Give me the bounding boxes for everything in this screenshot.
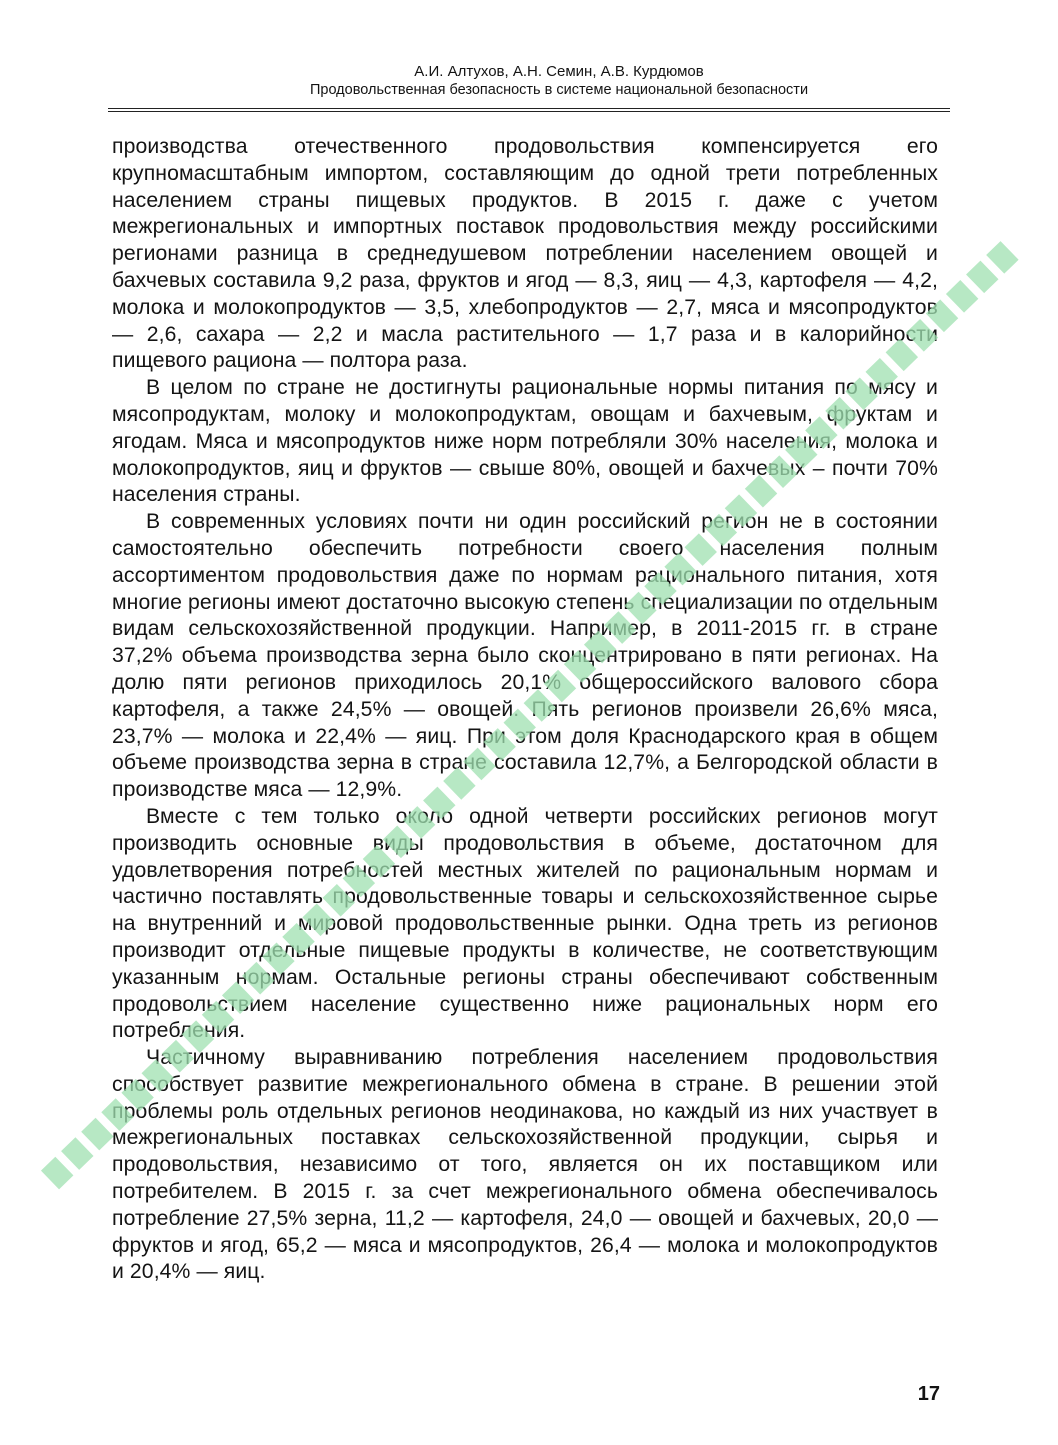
paragraph: Частичному выравниванию потребления населением продовольствия способствует развитие межрегионального обмена в стране. В решении этой проблемы роль отдельных регионов неодинакова, но каждый из них участвует в межрегиональных поставках сельскохозяйственной продукции, сырья и продовольствия, независимо от того, является он их поставщиком или потребителем. В 2015 г. за счет межрегионального обмена обеспечивалось потребление 27,5% зерна, 11,2 — картофеля, 24,0 — овощей и бахчевых, 20,0 — фруктов и ягод, 65,2 — мяса и мясопродуктов, 26,4 — молока и молокопродуктов и 20,4% — яиц.: [112, 1046, 938, 1284]
body-text: [112, 134, 938, 1286]
paragraph: В целом по стране не достигнуты рациональные нормы питания по мясу и мясопродуктам, молоку и молокопродуктам, овощам и бахчевым, фруктам и ягодам. Мяса и мясопродуктов ниже норм потребляли 30% населения, молока и молокопродуктов, яиц и фруктов — свыше 80%, овощей и бахчевых – почти 70% населения страны.: [112, 376, 938, 507]
paragraph: производства отечественного продовольствия компенсируется его крупномасштабным импортом, составляющим до одной трети потребленных населением страны пищевых продуктов. В 2015 г. даже с учетом межрегиональных и импортных поставок продовольствия между российскими регионами разница в среднедушевом потреблении населением овощей и бахчевых составила 9,2 раза, фруктов и ягод — 8,3, яиц — 4,3, картофеля — 4,2, молока и молокопродуктов — 3,5, хлебопродуктов — 2,7, мяса и мясопродуктов — 2,6, сахара — 2,2 и масла растительного — 1,7 раза и в калорийности пищевого рациона — полтора раза.: [112, 135, 938, 373]
header-divider: [108, 108, 950, 112]
header-authors: А.И. Алтухов, А.Н. Семин, А.В. Курдюмов: [414, 63, 704, 80]
paragraph: Вместе с тем только около одной четверти российских регионов могут производить основные виды продовольствия в объеме, достаточном для удовлетворения потребностей местных жителей по рациональным нормам и частично поставлять продовольственные товары и сельскохозяйственное сырье на внутренний и мировой продовольственные рынки. Одна треть из регионов производит отдельные пищевые продукты в количестве, не соответствующим указанным нормам. Остальные регионы страны обеспечивают собственным продовольствием население существенно ниже рациональных норм его потребления.: [112, 804, 938, 1043]
header-title: Продовольственная безопасность в системе национальной безопасности: [309, 82, 809, 98]
page-header: [108, 62, 950, 100]
page-number: 17: [917, 1383, 940, 1405]
paragraph: В современных условиях почти ни один российский регион не в состоянии самостоятельно обеспечить потребности своего населения полным ассортиментом продовольствия даже по нормам рационального питания, хотя многие регионы имеют достаточно высокую степень специализации по отдельным видам сельскохозяйственной продукции. Например, в 2011-2015 гг. в стране 37,2% объема производства зерна было сконцентрировано в пяти регионах. На долю пяти регионов приходилось 20,1% общероссийского валового сбора картофеля, а также 24,5% — овощей. Пять регионов произвели 26,6% мяса, 23,7% — молока и 22,4% — яиц. При этом доля Краснодарского края в общем объеме производства зерна в стране составила 12,7%, а Белгородской области в производстве мяса — 12,9%.: [112, 510, 938, 802]
